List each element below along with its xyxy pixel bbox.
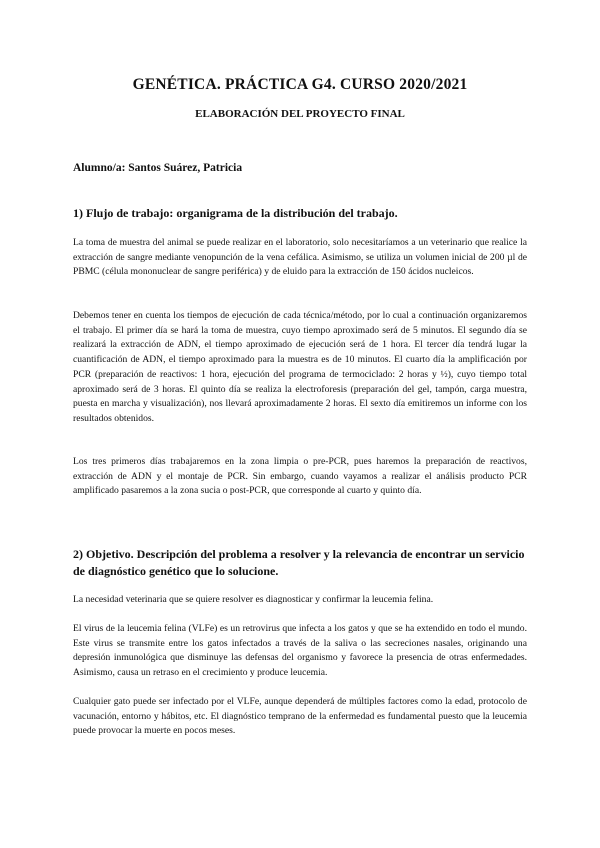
document-subtitle: ELABORACIÓN DEL PROYECTO FINAL bbox=[195, 108, 405, 120]
section-1-paragraph-3: Los tres primeros días trabajaremos en la zona limpia o pre-PCR, pues haremos la preparación de reactivos, extracción de ADN y el montaje de PCR. Sin embargo, cuando vayamos a realizar el análisis producto PCR amplificado pasaremos a la zona sucia o post-PCR, que corresponde al cuarto y quinto día. bbox=[73, 456, 527, 497]
section-1-heading: 1) Flujo de trabajo: organigrama de la distribución del trabajo. bbox=[73, 206, 398, 220]
section-2-paragraph-2: El virus de la leucemia felina (VLFe) es un retrovirus que infecta a los gatos y que se ha extendido en todo el mundo. Este virus se transmite entre los gatos infectados a través de la saliva o las secreciones nasales, originando una depresión inmunológica que disminuye las defensas del organismo y favorece la presencia de otras enfermedades. Asimismo, causa un retraso en el crecimiento y produce leucemia. bbox=[73, 623, 527, 679]
student-name: Alumno/a: Santos Suárez, Patricia bbox=[73, 162, 243, 174]
section-2-paragraph-1: La necesidad veterinaria que se quiere resolver es diagnosticar y confirmar la leucemia felina. bbox=[73, 594, 434, 605]
section-1-paragraph-2: Debemos tener en cuenta los tiempos de ejecución de cada técnica/método, por lo cual a continuación organizaremos el trabajo. El primer día se hará la toma de muestra, cuyo tiempo aproximado será de 5 minutos. El segundo día se realizará la extracción de ADN, el tiempo aproximado de ejecución será de 1 hora. El tercer día tendrá lugar la cuantificación de ADN, el tiempo aproximado para la muestra es de 10 minutos. El cuarto día la amplificación por PCR (preparación de reactivos: 1 hora, ejecución del programa de termociclado: 2 horas y ½), cuyo tiempo total aproximado será de 3 horas. El quinto día se realiza la electroforesis (preparación del gel, tampón, carga muestra, puesta en marcha y visualización), nos llevará aproximadamente 2 horas. El sexto día emitiremos un informe con los resultados obtenidos. bbox=[73, 310, 527, 424]
section-1-paragraph-1: La toma de muestra del animal se puede realizar en el laboratorio, solo necesitaríamos a un veterinario que realice la extracción de sangre mediante venopunción de la vena cefálica. Asimismo, se utiliza un volumen inicial de 200 µl de PBMC (célula mononuclear de sangre periférica) y de eluido para la extracción de 150 ácidos nucleicos. bbox=[73, 237, 527, 278]
document-title: GENÉTICA. PRÁCTICA G4. CURSO 2020/2021 bbox=[132, 76, 468, 93]
section-2-heading: 2) Objetivo. Descripción del problema a resolver y la relevancia de encontrar un servicio de diagnóstico genético que lo solucione. bbox=[73, 547, 525, 578]
section-2-paragraph-3: Cualquier gato puede ser infectado por el VLFe, aunque dependerá de múltiples factores como la edad, protocolo de vacunación, entorno y hábitos, etc. El diagnóstico temprano de la enfermedad es fundamental puesto que la leucemia puede provocar la muerte en pocos meses. bbox=[73, 696, 527, 737]
